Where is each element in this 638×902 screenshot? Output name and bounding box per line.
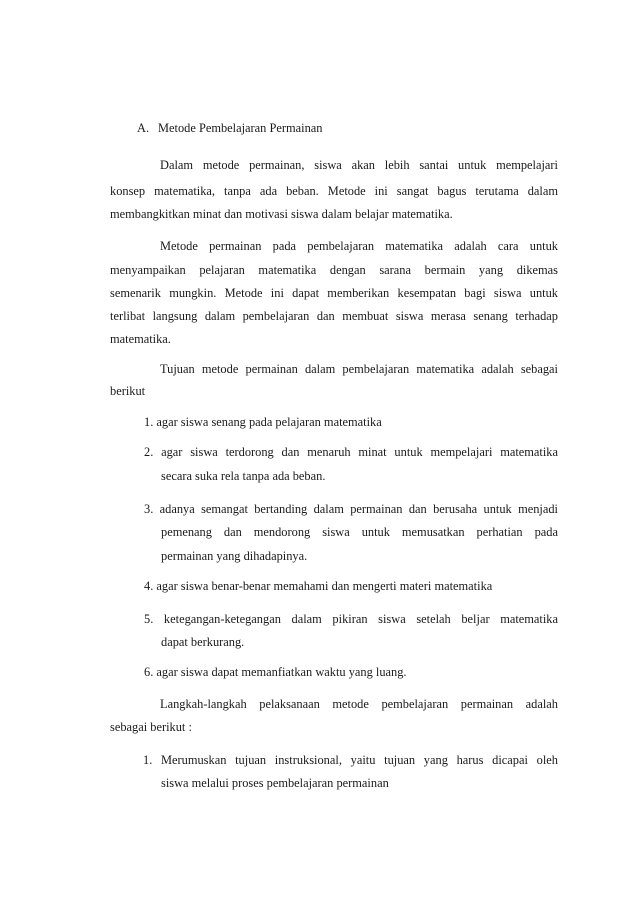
- goal-item-3-line-3: permainan yang dihadapinya.: [161, 549, 308, 563]
- paragraph-3-line-2: berikut: [110, 384, 146, 398]
- paragraph-3-line-1: Tujuan metode permainan dalam pembelajaran matematika adalah sebagai: [160, 362, 558, 376]
- paragraph-1-line-3: membangkitkan minat dan motivasi siswa dalam belajar matematika.: [110, 207, 453, 221]
- goal-item-2-line-2: secara suka rela tanpa ada beban.: [161, 469, 326, 483]
- section-heading: Metode Pembelajaran Permainan: [158, 121, 323, 135]
- step-item-1-line-2: siswa melalui proses pembelajaran permainan: [161, 776, 389, 790]
- goal-item-5-line-2: dapat berkurang.: [161, 635, 245, 649]
- goal-item-6: 6. agar siswa dapat memanfiatkan waktu yang luang.: [144, 665, 407, 679]
- goal-item-5-line-1: 5. ketegangan-ketegangan dalam pikiran siswa setelah beljar matematika: [144, 612, 558, 626]
- goal-item-1: 1. agar siswa senang pada pelajaran matematika: [144, 415, 382, 429]
- paragraph-2-line-1: Metode permainan pada pembelajaran matematika adalah cara untuk: [160, 239, 558, 253]
- goal-item-4: 4. agar siswa benar-benar memahami dan mengerti materi matematika: [144, 579, 493, 593]
- goal-item-3-line-2: pemenang dan mendorong siswa untuk memusatkan perhatian pada: [161, 525, 558, 539]
- paragraph-4-line-1: Langkah-langkah pelaksanaan metode pembelajaran permainan adalah: [160, 697, 558, 711]
- goal-item-3-line-1: 3. adanya semangat bertanding dalam permainan dan berusaha untuk menjadi: [144, 502, 558, 516]
- paragraph-2-line-2: menyampaikan pelajaran matematika dengan sarana bermain yang dikemas: [110, 263, 558, 277]
- paragraph-4-line-2: sebagai berikut :: [110, 720, 192, 734]
- paragraph-2-line-5: matematika.: [110, 332, 171, 346]
- paragraph-2-line-3: semenarik mungkin. Metode ini dapat memberikan kesempatan bagi siswa untuk: [110, 286, 558, 300]
- goal-item-2-line-1: 2. agar siswa terdorong dan menaruh minat untuk mempelajari matematika: [144, 445, 558, 459]
- paragraph-2-line-4: terlibat langsung dalam pembelajaran dan membuat siswa merasa senang terhadap: [110, 309, 558, 323]
- paragraph-1-line-1: Dalam metode permainan, siswa akan lebih santai untuk mempelajari: [160, 158, 558, 172]
- paragraph-1-line-2: konsep matematika, tanpa ada beban. Metode ini sangat bagus terutama dalam: [110, 184, 558, 198]
- step-item-1-line-1: 1. Merumuskan tujuan instruksional, yaitu tujuan yang harus dicapai oleh: [143, 753, 558, 767]
- section-heading-marker: A.: [137, 121, 150, 135]
